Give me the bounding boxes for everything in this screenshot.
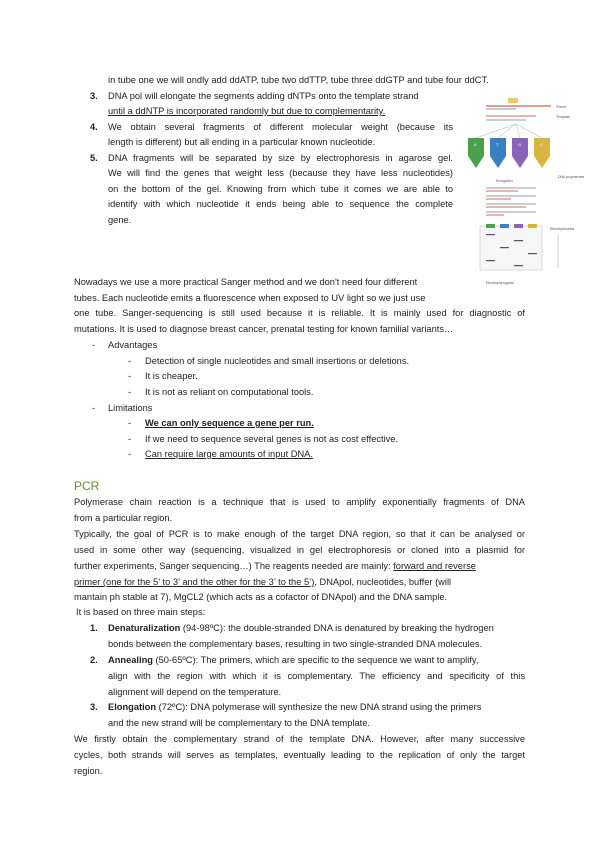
pcr-step1-line2: bonds between the complementary bases, resulting in two single-stranded DNA molecules.	[108, 639, 483, 649]
label-electropherogram: Electropherogram	[486, 281, 514, 285]
bullet-dash: -	[128, 418, 132, 428]
pcr-p3-line1: We firstly obtain the complementary strand of the template DNA. However, after many successive	[74, 734, 525, 744]
pcr-step2-line3: alignment will depend on the temperature.	[108, 687, 282, 697]
bullet-dash: -	[128, 449, 132, 459]
gel-well-t	[500, 224, 509, 228]
pcr-p2-line4-text: , DNApol, nucleotides, buffer (will	[314, 577, 452, 587]
sanger-step3-line2: until a ddNTP is incorporated randomly but due to complementarity.	[108, 106, 386, 116]
gel-band	[514, 240, 523, 241]
pcr-p2-line4-underlined: primer (one for the 5’ to 3’ and the other for the 3’ to the 5’)	[74, 577, 315, 587]
step-number: 5.	[90, 153, 98, 163]
gel-well-g	[514, 224, 523, 228]
step-title: Denaturalization	[108, 623, 181, 633]
gel-band	[528, 253, 537, 254]
label-template: Template	[556, 115, 571, 119]
sanger-diagram	[456, 98, 586, 288]
sanger-step5-line4: identify with which nucleotide it ends being able to sequence the complete	[108, 199, 453, 209]
step-title: Annealing	[108, 655, 153, 665]
advantage-item: It is cheaper.	[145, 371, 198, 381]
gel-band	[500, 247, 509, 248]
pcr-heading: PCR	[74, 479, 100, 493]
sanger-step5-line5: gene.	[108, 215, 132, 225]
pcr-p1-line1: Polymerase chain reaction is a technique that is used to amplify exponentially fragments of DNA	[74, 497, 525, 507]
bullet-dash: -	[128, 371, 132, 381]
pcr-p3-line2: cycles, both strands will serves as templates, eventually leading to the replication of only the target	[74, 750, 525, 760]
pcr-p2-line3	[74, 559, 476, 575]
pcr-p2-line2: used in some other way (sequencing, visualized in gel electrophoresis or cloned into a plasmid for	[74, 545, 525, 555]
sanger-step5-line1: DNA fragments will be separated by size by electrophoresis in agarose gel.	[108, 153, 453, 163]
pcr-step3-line2: and the new strand will be complementary to the DNA template.	[108, 718, 370, 728]
step-text: : the double-stranded DNA is denatured by breaking the hydrogen	[223, 623, 494, 633]
step-number: 1.	[90, 623, 98, 633]
lane-label-t: T	[496, 142, 499, 147]
bullet-dash: -	[128, 356, 132, 366]
lane-label-c: C	[540, 142, 543, 147]
primer-mark	[508, 98, 518, 103]
gel-band	[486, 234, 495, 235]
limitation-item: If we need to sequence several genes is not as cost effective.	[145, 434, 399, 444]
gel-band	[486, 260, 495, 261]
step-temp: (72ºC)	[156, 702, 186, 712]
gel-well-a	[486, 224, 495, 228]
sanger-line0: in tube one we will ondly add ddATP, tube two ddTTP, tube three ddGTP and tube four ddCT.	[108, 75, 489, 85]
branch-line	[476, 124, 516, 138]
step-title: Elongation	[108, 702, 157, 712]
pcr-step2-line1	[108, 653, 478, 669]
pcr-steps-intro: It is based on three main steps:	[76, 607, 206, 617]
bullet-dash: -	[92, 403, 96, 413]
branch-line	[498, 124, 516, 138]
lane-label-a: A	[474, 142, 477, 147]
step-number: 4.	[90, 122, 98, 132]
limitation-item: Can require large amounts of input DNA.	[145, 449, 313, 459]
label-electrophoresis: Electrophoresis	[550, 227, 575, 231]
pcr-p2-line5: mantain ph stable at 7), MgCL2 (which acts as a cofactor of DNApol) and the DNA sample.	[74, 592, 448, 602]
step-temp: (50-65ºC)	[152, 655, 196, 665]
advantage-item: It is not as reliant on computational tools.	[145, 387, 314, 397]
gel-band	[514, 265, 523, 266]
advantages-title: Advantages	[108, 340, 158, 350]
gel	[480, 226, 542, 270]
pcr-step2-line2: align with the region with which it is complementary. The efficiency and specificity of this	[108, 671, 525, 681]
step-text: : The primers, which are specific to the sequence we want to amplify,	[195, 655, 479, 665]
lane-label-g: G	[518, 142, 522, 147]
pcr-p2-line1: Typically, the goal of PCR is to make enough of the target DNA region, so that it can be analysed or	[74, 529, 525, 539]
bullet-dash: -	[128, 434, 132, 444]
advantage-item: Detection of single nucleotides and small insertions or deletions.	[145, 356, 410, 366]
bullet-dash: -	[92, 340, 96, 350]
limitation-item: We can only sequence a gene per run.	[145, 418, 314, 428]
pcr-p2-line4	[74, 575, 451, 591]
label-dna-pol: DNA polymerase	[558, 175, 585, 179]
sanger-step5-line2: We will find the genes that weight less (because they have less nucleotides)	[108, 168, 453, 178]
step-number: 3.	[90, 91, 98, 101]
pcr-p3-line3: region.	[74, 766, 103, 776]
label-primer: Primer	[556, 105, 567, 109]
step-text: : DNA polymerase will synthesize the new DNA strand using the primers	[185, 702, 482, 712]
step-number: 2.	[90, 655, 98, 665]
limitations-title: Limitations	[108, 403, 153, 413]
pcr-step3-line1	[108, 700, 481, 716]
sanger-step5-line3: on the bottom of the gel. Knowing from which tube it comes we are able to	[108, 184, 453, 194]
modern-line3: one tube. Sanger-sequencing is still used because it is reliable. It is mainly used for diagnostic of	[74, 308, 525, 318]
pcr-p2-line3-text: further experiments, Sanger sequencing…) The reagents needed are mainly:	[74, 561, 391, 571]
step-temp: (94-98ºC)	[180, 623, 223, 633]
gel-well-c	[528, 224, 537, 228]
branch-line	[516, 124, 542, 138]
step-number: 3.	[90, 702, 98, 712]
modern-line4: mutations. It is used to diagnose breast cancer, prenatal testing for known familial variants…	[74, 324, 454, 334]
pcr-p1-line2: from a particular region.	[74, 513, 173, 523]
bullet-dash: -	[128, 387, 132, 397]
pcr-p2-line3-underlined: forward and reverse	[393, 561, 476, 571]
modern-line1: Nowadays we use a more practical Sanger method and we don't need four different	[74, 277, 418, 287]
sanger-step3-line1: DNA pol will elongate the segments adding dNTPs onto the template strand	[108, 91, 419, 101]
modern-line2: tubes. Each nucleotide emits a fluorescence when exposed to UV light so we just use	[74, 293, 426, 303]
sanger-step4-line1: We obtain several fragments of different molecular weight (because its	[108, 122, 453, 132]
sanger-step4-line2: length is different) but all ending in a particular known nucleotide.	[108, 137, 376, 147]
label-elongation: Elongation	[496, 179, 513, 183]
pcr-step1-line1	[108, 621, 494, 637]
